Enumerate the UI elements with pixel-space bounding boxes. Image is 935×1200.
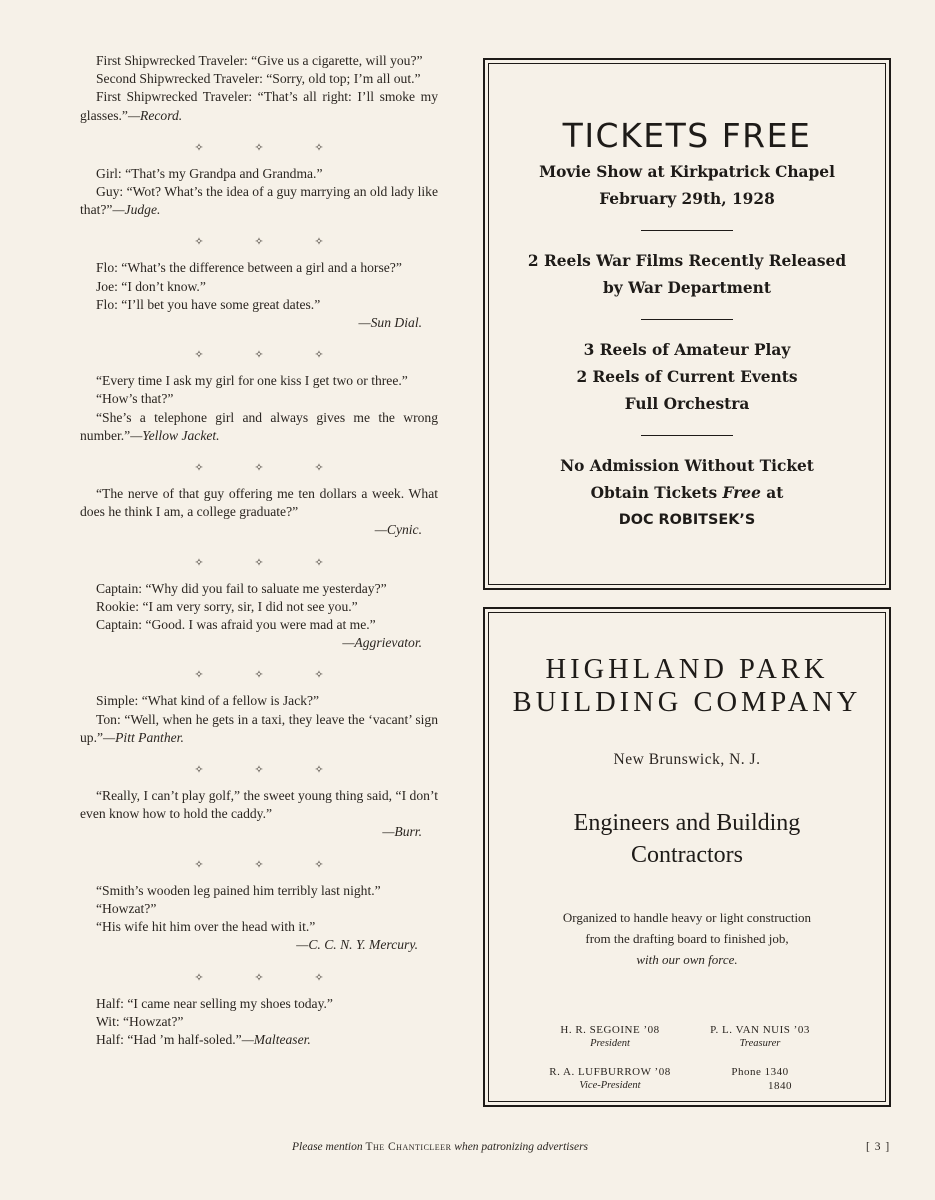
company-name: HIGHLAND PARK BUILDING COMPANY bbox=[512, 654, 862, 718]
divider bbox=[641, 319, 733, 320]
ornament-separator: ✧ ✧ ✧ bbox=[194, 349, 348, 362]
joke-taxi bbox=[80, 692, 438, 747]
joke-source: —Yellow Jacket. bbox=[130, 427, 220, 443]
joke-golf bbox=[80, 787, 438, 842]
joke-line: Half: “I came near selling my shoes today.” bbox=[96, 995, 333, 1011]
joke-salute bbox=[80, 580, 438, 653]
tickets-free-ad bbox=[483, 58, 891, 590]
joke-shoes bbox=[80, 995, 438, 1050]
jokes-column bbox=[80, 52, 438, 1049]
joke-line: First Shipwrecked Traveler: “That’s all right: I’ll smoke my glasses.”—Record. bbox=[80, 89, 438, 123]
joke-source: —Cynic. bbox=[374, 522, 422, 538]
page-number: [ 3 ] bbox=[866, 1141, 891, 1153]
joke-line: “Every time I ask my girl for one kiss I get two or three.” bbox=[96, 373, 408, 389]
joke-horse bbox=[80, 259, 438, 332]
joke-line: Flo: “What’s the difference between a girl and a horse?” bbox=[96, 260, 402, 276]
joke-source: —Aggrievator. bbox=[342, 635, 422, 651]
company-services: Engineers and Building Contractors bbox=[573, 810, 801, 868]
program-item: Full Orchestra bbox=[624, 395, 750, 413]
page-footer bbox=[0, 1141, 935, 1157]
phone-numbers: Phone 1340 1840 bbox=[731, 1066, 792, 1092]
ornament-separator: ✧ ✧ ✧ bbox=[194, 236, 348, 249]
joke-nerve bbox=[80, 485, 438, 540]
ornament-separator: ✧ ✧ ✧ bbox=[194, 141, 348, 154]
officer-treasurer: P. L. VAN NUIS ’03 Treasurer bbox=[710, 1024, 810, 1049]
joke-line: Ton: “Well, when he gets in a taxi, they leave the ‘vacant’ sign up.”—Pitt Panther. bbox=[80, 711, 438, 745]
joke-line: Captain: “Good. I was afraid you were mad at me.” bbox=[96, 617, 376, 633]
joke-source: —Judge. bbox=[112, 202, 161, 218]
joke-telephone bbox=[80, 372, 438, 445]
joke-line: Second Shipwrecked Traveler: “Sorry, old top; I’m all out.” bbox=[96, 71, 421, 87]
joke-source: —Malteaser. bbox=[241, 1031, 311, 1047]
war-films-line-1: 2 Reels War Films Recently Released bbox=[527, 252, 847, 270]
officer-president: H. R. SEGOINE ’08 President bbox=[560, 1024, 660, 1049]
joke-line: Joe: “I don’t know.” bbox=[96, 278, 206, 294]
joke-line: “She’s a telephone girl and always gives me the wrong number.”—Yellow Jacket. bbox=[80, 409, 438, 443]
ornament-separator: ✧ ✧ ✧ bbox=[194, 462, 348, 475]
joke-line: Captain: “Why did you fail to saluate me yesterday?” bbox=[96, 580, 387, 596]
program-item: 2 Reels of Current Events bbox=[576, 368, 798, 386]
highland-park-ad bbox=[483, 607, 891, 1107]
joke-line: Flo: “I’ll bet you have some great dates.” bbox=[96, 296, 321, 312]
ornament-separator: ✧ ✧ ✧ bbox=[194, 858, 348, 871]
divider bbox=[641, 230, 733, 231]
ornament-separator: ✧ ✧ ✧ bbox=[194, 971, 348, 984]
joke-source: —Record. bbox=[127, 107, 183, 123]
joke-line: Half: “Had ’m half-soled.”—Malteaser. bbox=[96, 1031, 311, 1047]
ornament-separator: ✧ ✧ ✧ bbox=[194, 669, 348, 682]
joke-line: “Smith’s wooden leg pained him terribly last night.” bbox=[96, 882, 381, 898]
officers-list bbox=[489, 1023, 885, 1107]
joke-line: Wit: “Howzat?” bbox=[96, 1013, 184, 1029]
joke-line: “Really, I can’t play golf,” the sweet young thing said, “I don’t even know how to hold the caddy.” bbox=[80, 788, 438, 822]
advertiser-notice: Please mention The Chanticleer when patronizing advertisers bbox=[292, 1141, 589, 1153]
joke-source: —Burr. bbox=[382, 824, 422, 840]
ticket-location: DOC ROBITSEK’S bbox=[618, 512, 756, 528]
joke-line: “Howzat?” bbox=[96, 900, 157, 916]
joke-source: —Sun Dial. bbox=[358, 315, 422, 331]
joke-shipwreck bbox=[80, 52, 438, 125]
joke-line: Simple: “What kind of a fellow is Jack?” bbox=[96, 693, 320, 709]
program-item: 3 Reels of Amateur Play bbox=[583, 341, 791, 359]
ornament-separator: ✧ ✧ ✧ bbox=[194, 556, 348, 569]
ornament-separator: ✧ ✧ ✧ bbox=[194, 764, 348, 777]
joke-line: Rookie: “I am very sorry, sir, I did not see you.” bbox=[96, 598, 358, 614]
company-city: New Brunswick, N. J. bbox=[613, 751, 761, 768]
joke-source: —Pitt Panther. bbox=[103, 729, 184, 745]
event-date: February 29th, 1928 bbox=[599, 190, 775, 208]
divider bbox=[641, 435, 733, 436]
joke-grandpa bbox=[80, 165, 438, 220]
ad-title: TICKETS FREE bbox=[562, 116, 812, 155]
officer-vice-president: R. A. LUFBURROW ’08 Vice-President bbox=[549, 1066, 671, 1091]
joke-line: “His wife hit him over the head with it.” bbox=[96, 919, 316, 935]
joke-source: —C. C. N. Y. Mercury. bbox=[296, 937, 418, 953]
company-description: Organized to handle heavy or light construction from the drafting board to finished job, with our own force. bbox=[562, 910, 812, 967]
admission-note: No Admission Without Ticket bbox=[560, 457, 814, 475]
joke-line: “The nerve of that guy offering me ten dollars a week. What does he think I am, a college graduate?” bbox=[80, 486, 438, 520]
joke-line: First Shipwrecked Traveler: “Give us a cigarette, will you?” bbox=[96, 53, 423, 68]
joke-wooden-leg bbox=[80, 882, 438, 955]
war-films-line-2: by War Department bbox=[603, 279, 771, 297]
joke-line: Guy: “Wot? What’s the idea of a guy marrying an old lady like that?”—Judge. bbox=[80, 184, 438, 218]
event-name: Movie Show at Kirkpatrick Chapel bbox=[539, 163, 835, 181]
joke-line: “How’s that?” bbox=[96, 391, 174, 407]
joke-line: Girl: “That’s my Grandpa and Grandma.” bbox=[96, 165, 323, 181]
obtain-note: Obtain Tickets Free at bbox=[590, 484, 784, 502]
